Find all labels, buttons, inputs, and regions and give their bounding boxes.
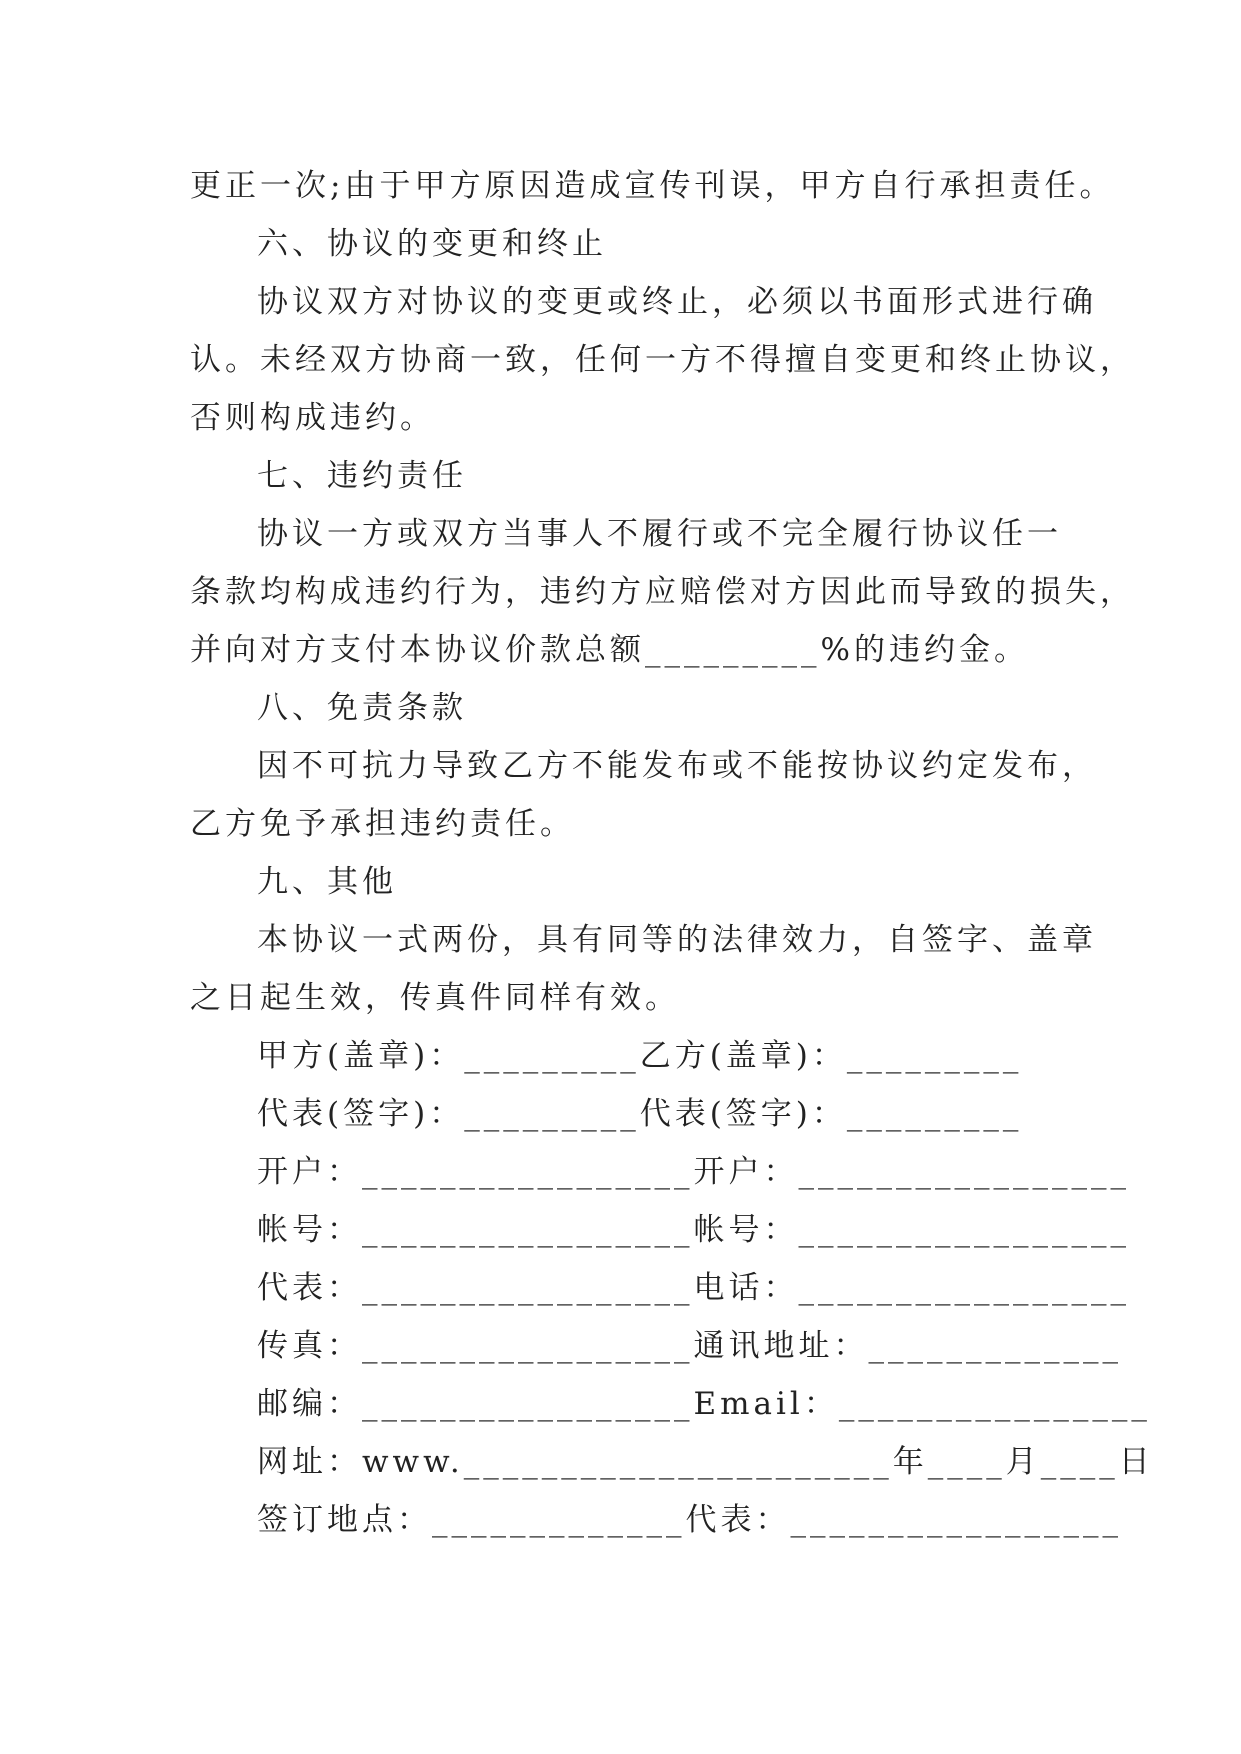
- text-line-8: 条款均构成违约行为，违约方应赔偿对方因此而导致的损失，: [190, 574, 1135, 610]
- text-line-1: 更正一次;由于甲方原因造成宣传刊误，甲方自行承担责任。: [190, 168, 1115, 204]
- text-line-11: 因不可抗力导致乙方不能发布或不能按协议约定发布，: [257, 748, 1097, 784]
- section-heading-6: 六、协议的变更和终止: [257, 226, 607, 262]
- text-line-15: 之日起生效，传真件同样有效。: [190, 980, 680, 1016]
- bank-line: 开户：_________________开户：_________________: [257, 1154, 1130, 1190]
- section-heading-7: 七、违约责任: [257, 458, 467, 494]
- text-line-4: 认。未经双方协商一致，任何一方不得擅自变更和终止协议，: [190, 342, 1135, 378]
- section-heading-8: 八、免责条款: [257, 690, 467, 726]
- text-line-9: 并向对方支付本协议价款总额_________%的违约金。: [190, 632, 1029, 668]
- place-rep-line: 签订地点：_____________代表：_________________: [257, 1502, 1122, 1538]
- section-heading-9: 九、其他: [257, 864, 397, 900]
- text-line-12: 乙方免予承担违约责任。: [190, 806, 575, 842]
- postcode-email-line: 邮编：_________________Email：________________: [257, 1386, 1151, 1422]
- fax-address-line: 传真：_________________通讯地址：_____________: [257, 1328, 1122, 1364]
- rep-phone-line: 代表：_________________电话：_________________: [257, 1270, 1130, 1306]
- signature-party-line: 甲方(盖章)：_________乙方(盖章)：_________: [257, 1038, 1023, 1074]
- text-line-14: 本协议一式两份，具有同等的法律效力，自签字、盖章: [257, 922, 1097, 958]
- text-line-5: 否则构成违约。: [190, 400, 435, 436]
- text-line-3: 协议双方对协议的变更或终止，必须以书面形式进行确: [257, 284, 1097, 320]
- account-line: 帐号：_________________帐号：_________________: [257, 1212, 1130, 1248]
- signature-rep-line: 代表(签字)：_________代表(签字)：_________: [257, 1096, 1023, 1132]
- text-line-7: 协议一方或双方当事人不履行或不完全履行协议任一: [257, 516, 1062, 552]
- website-date-line: 网址：www.______________________年____月____日: [257, 1444, 1154, 1480]
